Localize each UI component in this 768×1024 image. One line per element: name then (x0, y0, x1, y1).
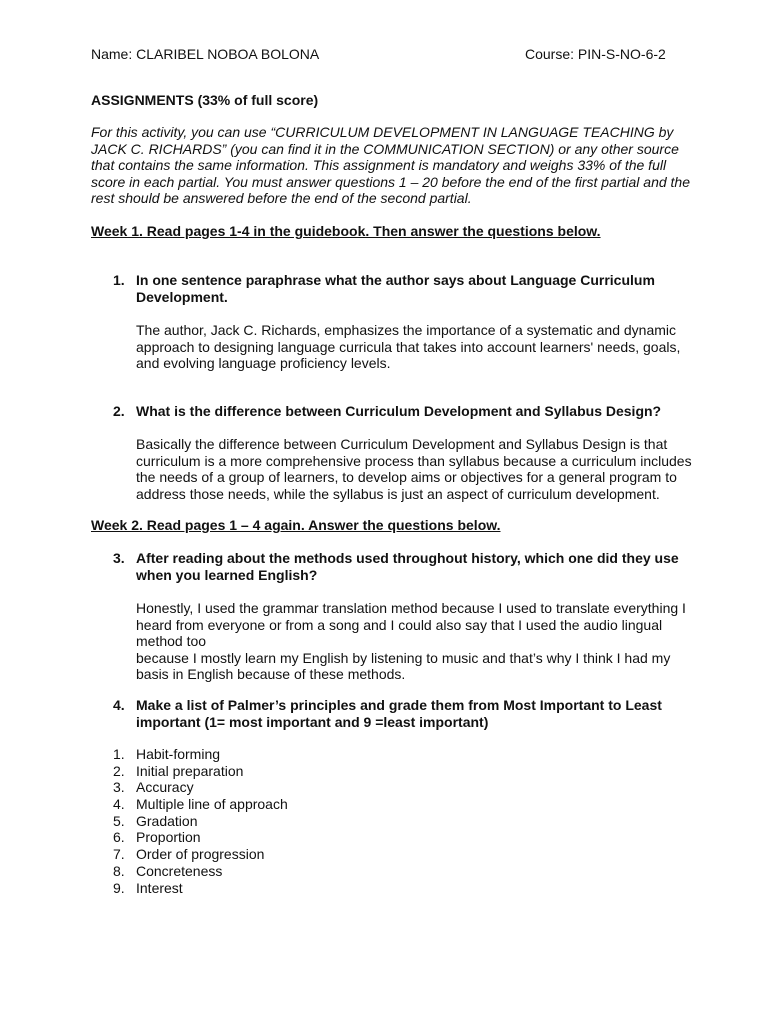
question-4-text: Make a list of Palmer’s principles and grade them from Most Important to Least important (1= most important and 9 =least important) (136, 697, 662, 730)
student-name: Name: CLARIBEL NOBOA BOLONA (91, 46, 320, 62)
answer-3-line-1: Honestly, I used the grammar translation method because I used to translate everything I heard from everyone or from a song and I could also say that I used the audio lingual method too (136, 600, 686, 649)
answer-1: The author, Jack C. Richards, emphasizes the importance of a systematic and dynamic approach to designing language curricula that takes into account learners' needs, goals, and evolving language proficiency levels. (136, 322, 681, 371)
question-1-text: In one sentence paraphrase what the author says about Language Curriculum Development. (136, 272, 655, 305)
question-1-number: 1. (113, 272, 125, 288)
instructions-paragraph: For this activity, you can use “CURRICULUM DEVELOPMENT IN LANGUAGE TEACHING by JACK C. RICHARDS” (you can find it in the COMMUNICATION SECTION) or any other source that contains the same information. This assignment is mandatory and weighs 33% of the full score in each partial. You must answer questions 1 – 20 before the end of the first partial and the rest should be answered before the end of the second partial. (91, 124, 690, 206)
list-item: 2. Initial preparation (113, 762, 244, 779)
list-item: 9. Interest (113, 879, 183, 896)
assignments-title: ASSIGNMENTS (33% of full score) (91, 92, 319, 108)
question-3-text: After reading about the methods used throughout history, which one did they use when you learned English? (136, 550, 679, 583)
list-item: 7. Order of progression (113, 846, 265, 863)
week-1-heading: Week 1. Read pages 1-4 in the guidebook. Then answer the questions below. (91, 223, 601, 239)
list-item: 4. Multiple line of approach (113, 796, 288, 813)
answer-3-line-2: because I mostly learn my English by listening to music and that’s why I think I had my basis in English because of these methods. (136, 649, 671, 682)
answer-2: Basically the difference between Curriculum Development and Syllabus Design is that curriculum is a more comprehensive process than syllabus because a curriculum includes the needs of a group of learners, to develop aims or objectives for a general program to address those needs, while the syllabus is just an aspect of curriculum development. (136, 436, 692, 502)
question-2-text: What is the difference between Curriculum Development and Syllabus Design? (136, 403, 662, 419)
question-2-number: 2. (113, 403, 125, 419)
list-item: 6. Proportion (113, 829, 201, 846)
list-item: 5. Gradation (113, 812, 198, 829)
week-2-heading: Week 2. Read pages 1 – 4 again. Answer the questions below. (91, 517, 501, 533)
list-item: 3. Accuracy (113, 779, 194, 796)
question-3-number: 3. (113, 550, 125, 566)
answer-3 (136, 600, 696, 683)
question-4-number: 4. (113, 697, 125, 713)
course-code: Course: PIN-S-NO-6-2 (525, 46, 666, 62)
list-item: 1. Habit-forming (113, 746, 221, 762)
list-item: 8. Concreteness (113, 862, 223, 879)
palmer-principles-list (113, 746, 288, 896)
